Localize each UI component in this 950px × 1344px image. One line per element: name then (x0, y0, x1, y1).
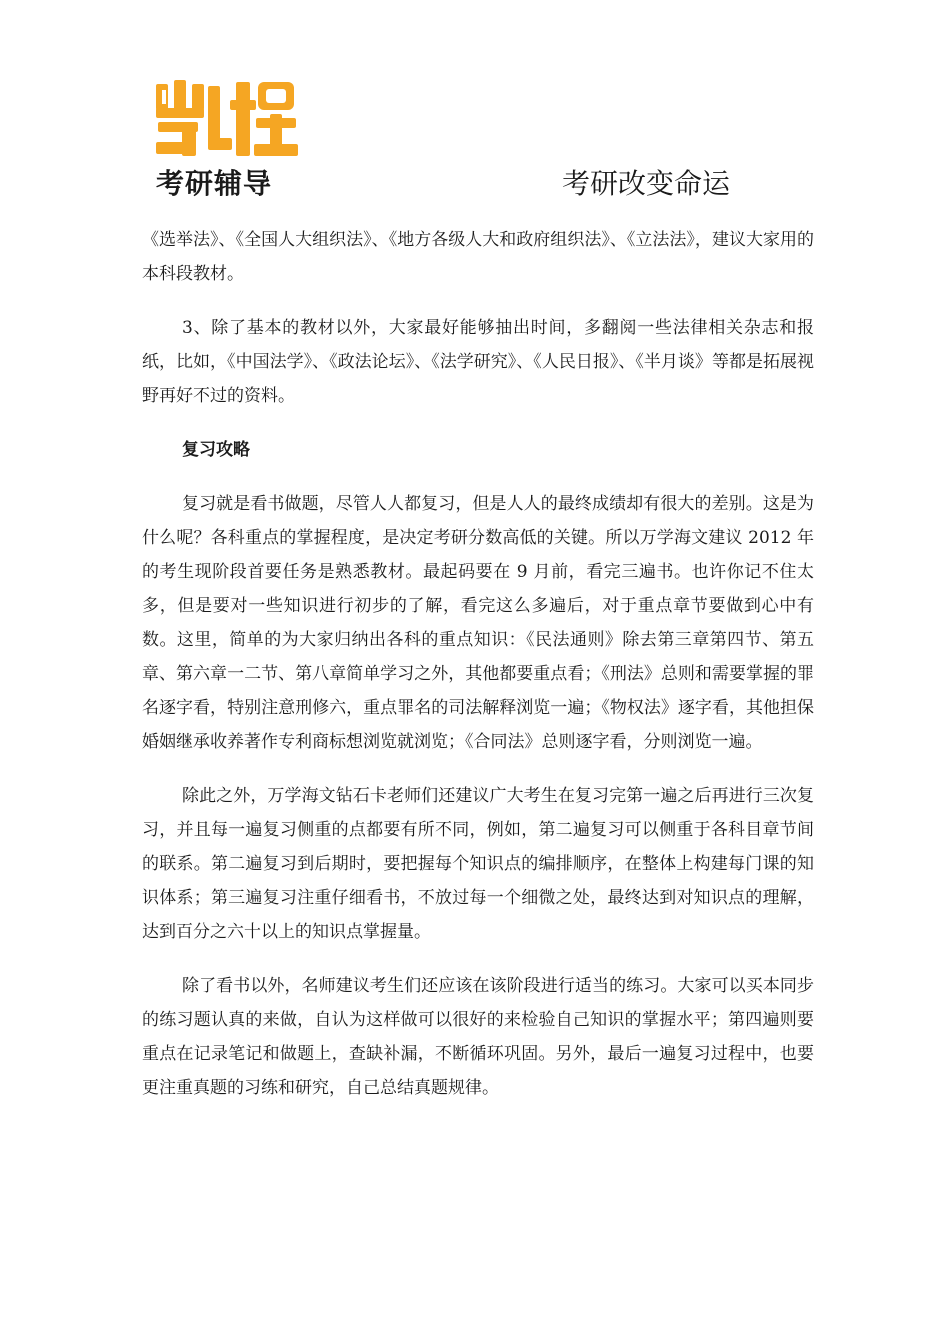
paragraph-magazines: 3、除了基本的教材以外，大家最好能够抽出时间，多翻阅一些法律相关杂志和报纸，比如，《中国法学》、《政法论坛》、《法学研究》、《人民日报》、《半月谈》等都是拓展视野再好不过的资料。 (142, 318, 814, 406)
slogan: 考研改变命运 (562, 167, 731, 200)
kaicheng-logo-icon (152, 78, 300, 160)
paragraph-multiple-passes: 除此之外，万学海文钻石卡老师们还建议广大考生在复习完第一遍之后再进行三次复习，并且每一遍复习侧重的点都要有所不同，例如，第二遍复习可以侧重于各科目章节间的联系。第二遍复习到后期时，要把握每个知识点的编排顺序，在整体上构建每门课的知识体系；第三遍复习注重仔细看书，不放过每一个细微之处，最终达到对知识点的理解，达到百分之六十以上的知识点掌握量。 (142, 786, 814, 942)
brand-logo (152, 78, 300, 198)
paragraph-practice: 除了看书以外，名师建议考生们还应该在该阶段进行适当的练习。大家可以买本同步的练习题认真的来做，自认为这样做可以很好的来检验自己知识的掌握水平；第四遍则要重点在记录笔记和做题上，查缺补漏，不断循环巩固。另外，最后一遍复习过程中，也要更注重真题的习练和研究，自己总结真题规律。 (142, 976, 814, 1098)
section-heading: 复习攻略 (182, 440, 250, 460)
logo-subtitle: 考研辅导 (156, 167, 273, 200)
paragraph-review-method: 复习就是看书做题，尽管人人都复习，但是人人的最终成绩却有很大的差别。这是为什么呢？各科重点的掌握程度，是决定考研分数高低的关键。所以万学海文建议 2012 年的考生现阶段首要任务是熟悉教材。最起码要在 9 月前，看完三遍书。也许你记不住太多，但是要对一些知识进行初步的了解，看完这么多遍后，对于重点章节要做到心中有数。这里，简单的为大家归纳出各科的重点知识：《民法通则》除去第三章第四节、第五章、第六章一二节、第八章简单学习之外，其他都要重点看；《刑法》总则和需要掌握的罪名逐字看，特别注意刑修六，重点罪名的司法解释浏览一遍；《物权法》逐字看，其他担保婚姻继承收养著作专利商标想浏览就浏览；《合同法》总则逐字看，分则浏览一遍。 (142, 494, 814, 752)
document-body (142, 223, 814, 1105)
paragraph-textbooks: 《选举法》、《全国人大组织法》、《地方各级人大和政府组织法》、《立法法》，建议大家用的本科段教材。 (142, 230, 814, 284)
